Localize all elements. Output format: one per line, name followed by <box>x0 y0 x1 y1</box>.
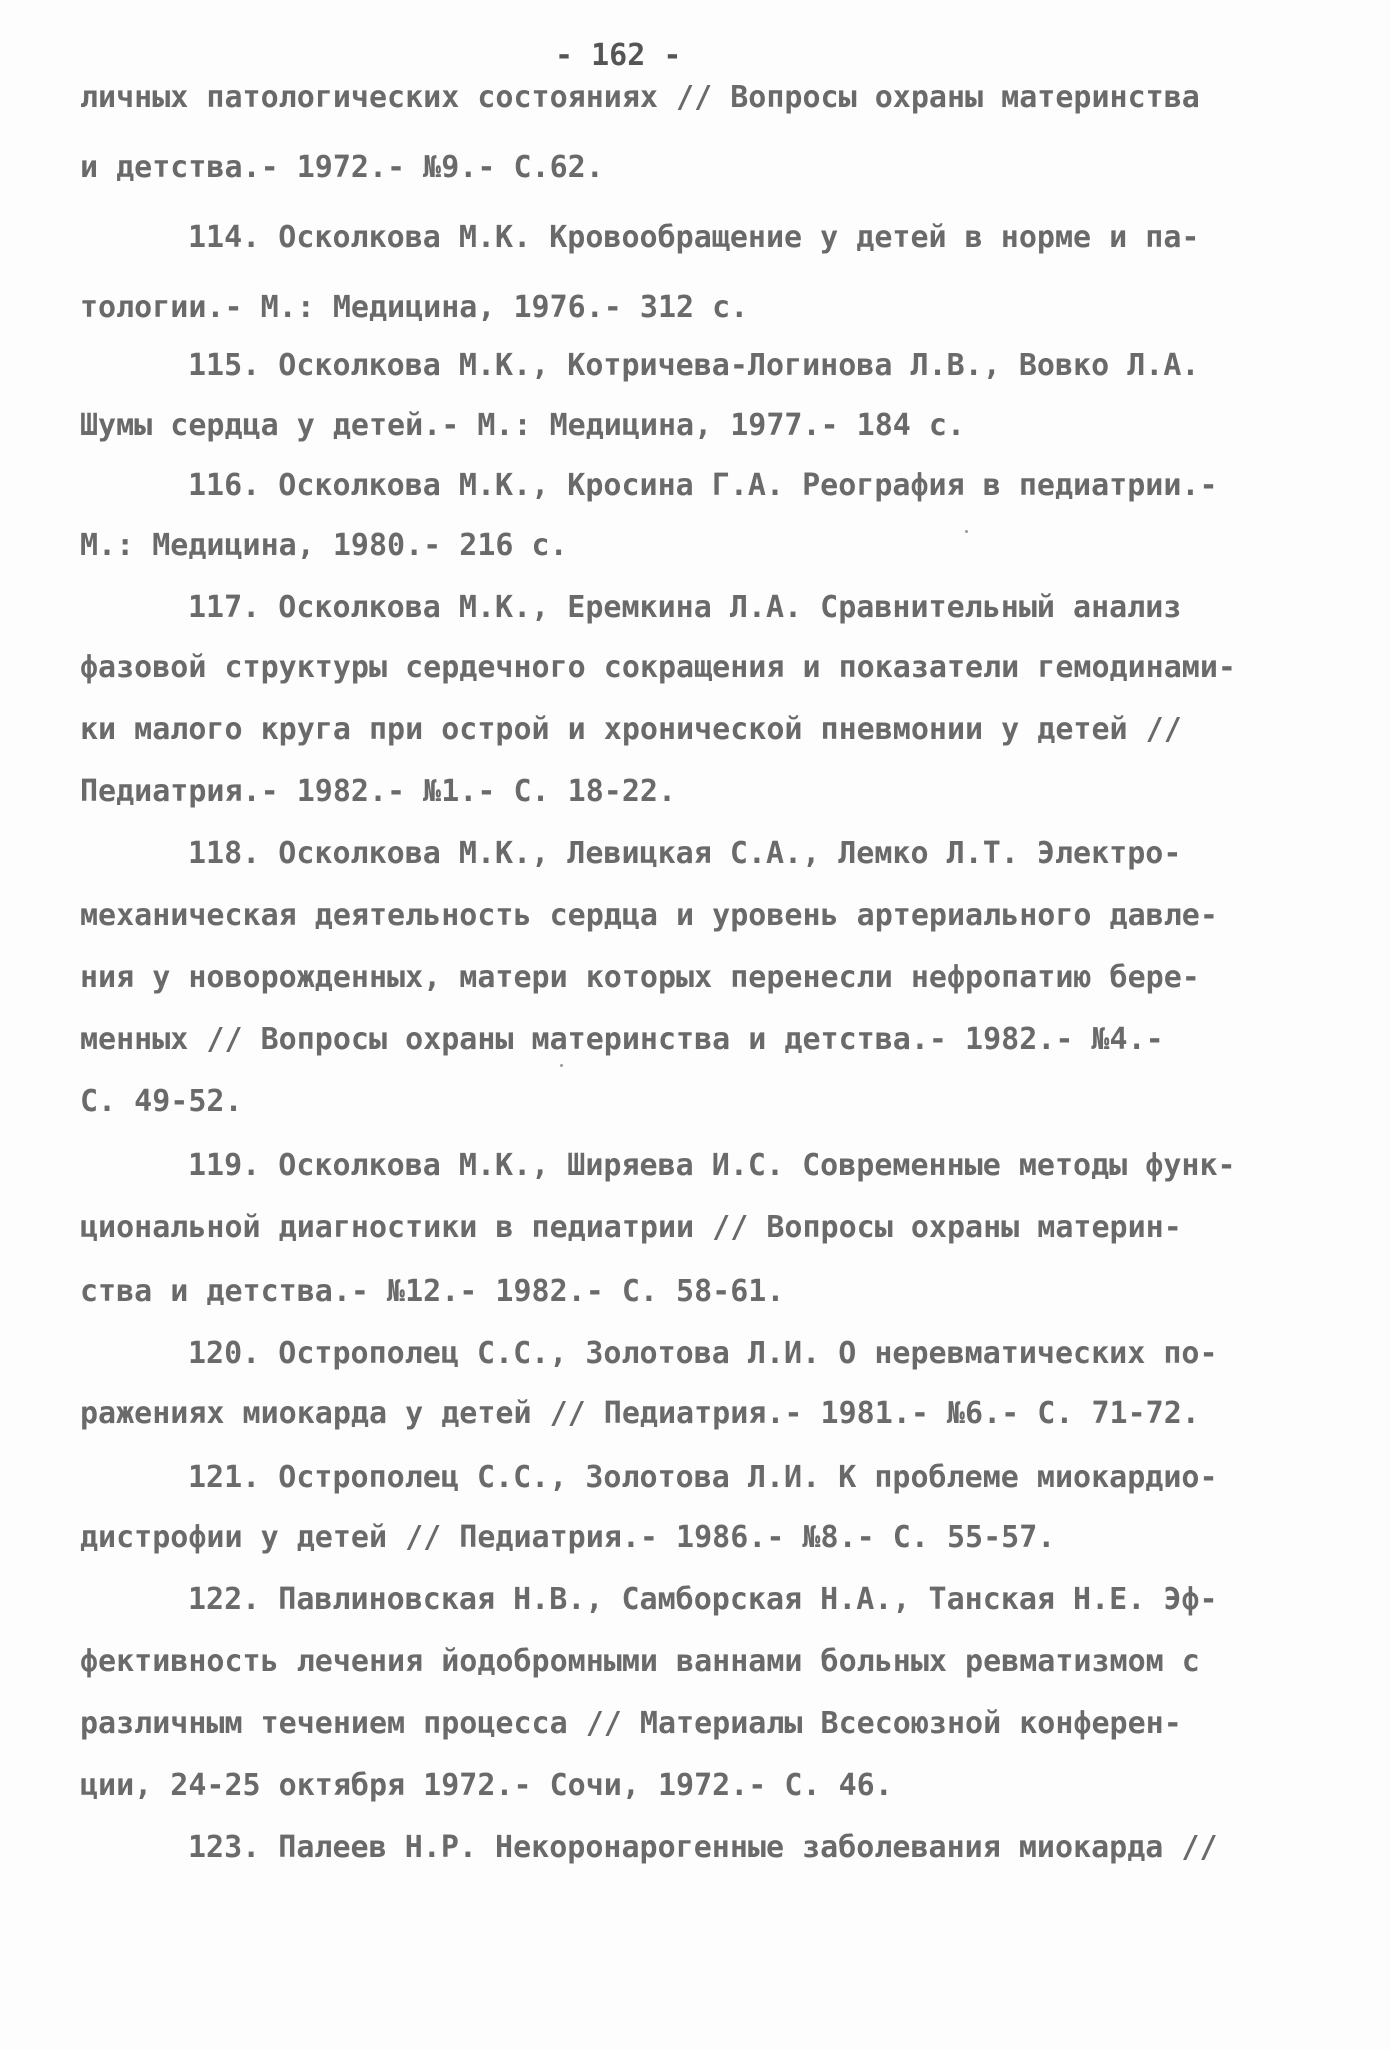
page-number: - 162 - <box>555 38 682 73</box>
text-line: фазовой структуры сердечного сокращения и показатели гемодинами- <box>80 650 1236 685</box>
text-line: ражениях миокарда у детей // Педиатрия.- 1981.- №6.- С. 71-72. <box>80 1396 1200 1431</box>
text-line: механическая деятельность сердца и уровень артериального давле- <box>80 898 1218 933</box>
scan-speck <box>965 530 968 533</box>
scan-speck <box>560 1064 563 1067</box>
text-line: и детства.- 1972.- №9.- С.62. <box>80 150 604 185</box>
text-line: М.: Медицина, 1980.- 216 с. <box>80 528 568 563</box>
reference-120-line: 120. Острополец С.С., Золотова Л.И. О неревматических по- <box>188 1336 1218 1371</box>
text-line: личных патологических состояниях // Вопросы охраны материнства <box>80 80 1200 115</box>
reference-119-line: 119. Осколкова М.К., Ширяева И.С. Современные методы функ- <box>188 1148 1236 1183</box>
text-line: менных // Вопросы охраны материнства и детства.- 1982.- №4.- <box>80 1022 1164 1057</box>
reference-114-line: 114. Осколкова М.К. Кровообращение у детей в норме и па- <box>188 220 1200 255</box>
text-line: С. 49-52. <box>80 1084 243 1119</box>
text-line: ции, 24-25 октября 1972.- Сочи, 1972.- С. 46. <box>80 1768 893 1803</box>
text-line: ства и детства.- №12.- 1982.- С. 58-61. <box>80 1274 785 1309</box>
text-line: Педиатрия.- 1982.- №1.- С. 18-22. <box>80 774 677 809</box>
text-line: ки малого круга при острой и хронической пневмонии у детей // <box>80 712 1182 747</box>
text-line: фективность лечения йодобромными ваннами больных ревматизмом с <box>80 1644 1200 1679</box>
reference-118-line: 118. Осколкова М.К., Левицкая С.А., Лемко Л.Т. Электро- <box>188 836 1182 871</box>
reference-115-line: 115. Осколкова М.К., Котричева-Логинова Л.В., Вовко Л.А. <box>188 348 1200 383</box>
reference-122-line: 122. Павлиновская Н.В., Самборская Н.А., Танская Н.Е. Эф- <box>188 1582 1218 1617</box>
text-line: различным течением процесса // Материалы Всесоюзной конферен- <box>80 1706 1182 1741</box>
text-line: тологии.- М.: Медицина, 1976.- 312 с. <box>80 290 749 325</box>
text-line: дистрофии у детей // Педиатрия.- 1986.- №8.- С. 55-57. <box>80 1520 1056 1555</box>
reference-116-line: 116. Осколкова М.К., Кросина Г.А. Реография в педиатрии.- <box>188 468 1218 503</box>
reference-123-line: 123. Палеев Н.Р. Некоронарогенные заболевания миокарда // <box>188 1830 1218 1865</box>
text-line: Шумы сердца у детей.- М.: Медицина, 1977.- 184 с. <box>80 408 966 443</box>
reference-121-line: 121. Острополец С.С., Золотова Л.И. К проблеме миокардио- <box>188 1460 1218 1495</box>
reference-117-line: 117. Осколкова М.К., Еремкина Л.А. Сравнительный анализ <box>188 590 1182 625</box>
text-line: ния у новорожденных, матери которых перенесли нефропатию бере- <box>80 960 1200 995</box>
text-line: циональной диагностики в педиатрии // Вопросы охраны материн- <box>80 1210 1182 1245</box>
